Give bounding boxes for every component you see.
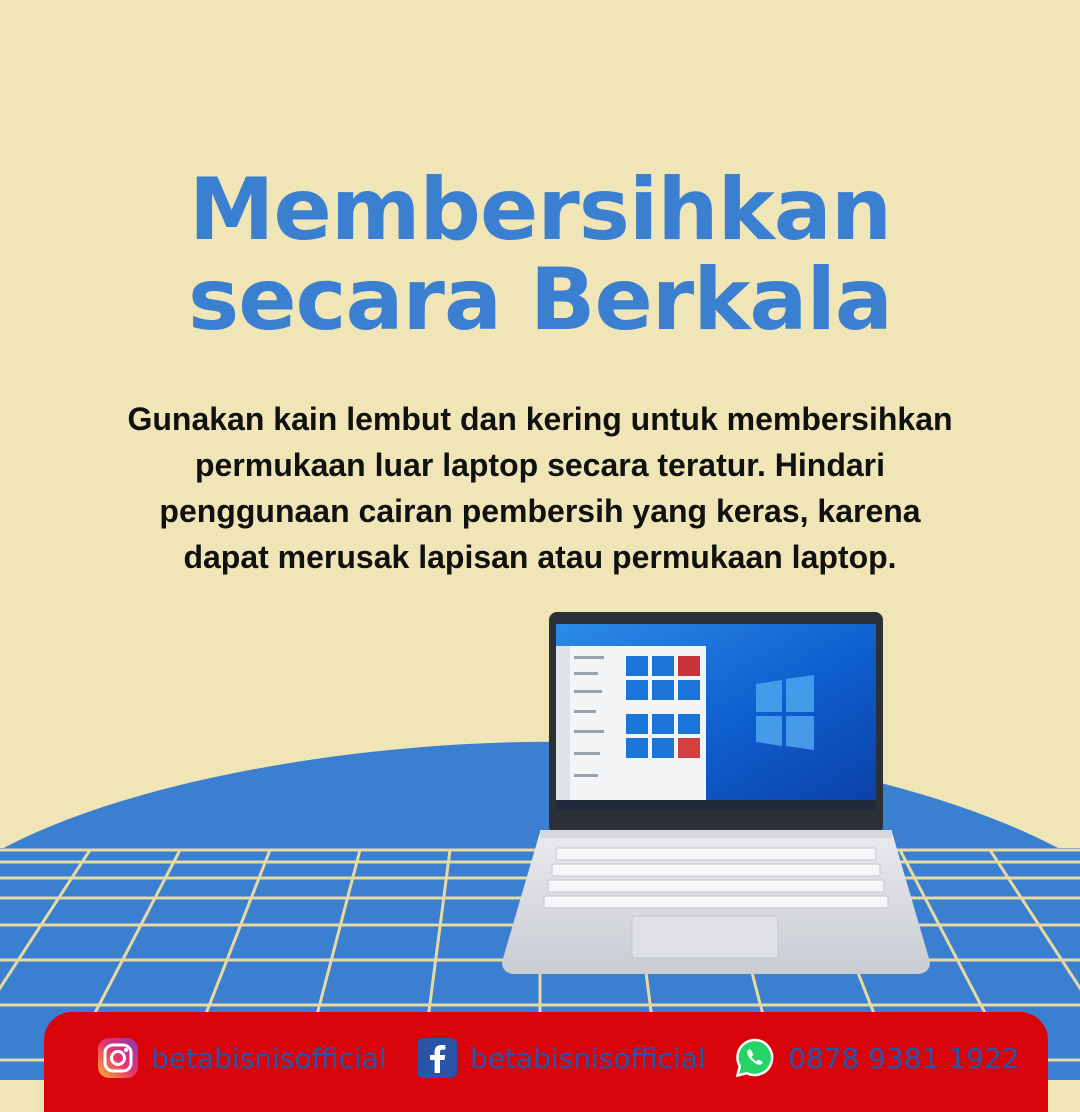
instagram-handle: betabisnisofficial: [151, 1041, 387, 1075]
instagram-icon: [97, 1037, 139, 1079]
laptop-illustration: [502, 612, 930, 974]
description-line-3: penggunaan cairan pembersih yang keras, karena: [159, 493, 921, 529]
description-paragraph: [90, 396, 990, 580]
title-line-2: secara Berkala: [188, 250, 892, 350]
facebook-handle: betabisnisofficial: [470, 1041, 706, 1075]
title-line-1: Membersihkan: [188, 160, 892, 260]
description-line-2: permukaan luar laptop secara teratur. Hindari: [194, 447, 885, 483]
facebook-icon: [416, 1037, 458, 1079]
facebook-link[interactable]: [416, 1036, 706, 1080]
whatsapp-link[interactable]: [734, 1036, 1020, 1080]
description-line-1: Gunakan kain lembut dan kering untuk membersihkan: [127, 401, 953, 437]
page-title: [0, 160, 1080, 350]
instagram-link[interactable]: [97, 1036, 387, 1080]
whatsapp-icon: [734, 1037, 776, 1079]
whatsapp-number: 0878 9381 1922: [788, 1041, 1020, 1075]
description-line-4: dapat merusak lapisan atau permukaan laptop.: [183, 539, 897, 575]
